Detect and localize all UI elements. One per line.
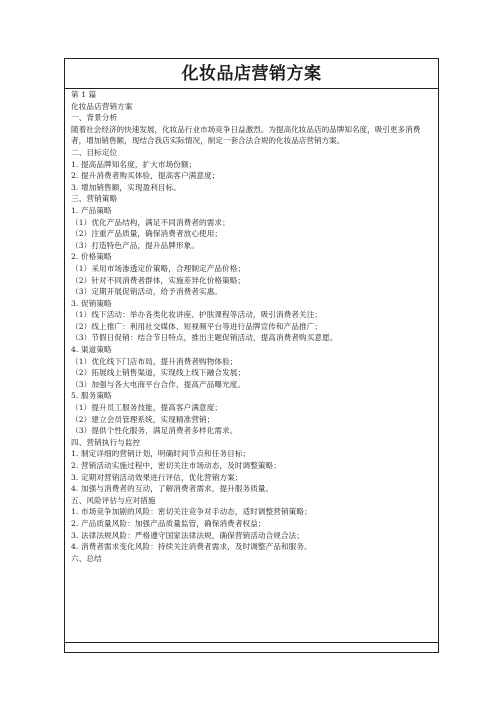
- document-body: [71, 89, 433, 564]
- text-line: 3. 促销策略: [71, 298, 112, 308]
- text-line: 一、背景分析: [71, 113, 118, 123]
- paragraph: 随着社会经济的快速发展，化妆品行业市场竞争日益激烈。为提高化妆品店的品牌知名度，吸引更多消费者，增加销售额，现结合我店实际情况，制定一套合法合规的化妆品店营销方案。: [71, 124, 421, 146]
- text-line: 1. 制定详细的营销计划，明确时间节点和任务目标；: [71, 449, 251, 459]
- text-line: （1）优化线下门店布局，提升消费者购物体验；: [71, 356, 238, 366]
- text-line: （2）注重产品质量，确保消费者放心使用；: [71, 229, 223, 239]
- text-line: （2）拓展线上销售渠道，实现线上线下融合发展；: [71, 368, 246, 378]
- text-line: 2. 提升消费者购买体验，提高客户满意度；: [71, 171, 220, 181]
- text-line: （3）加强与各大电商平台合作，提高产品曝光度。: [71, 379, 246, 389]
- text-line: 2. 价格策略: [71, 252, 112, 262]
- text-line: 六、总结: [71, 553, 102, 563]
- text-line: 4. 加强与消费者的互动，了解消费者需求，提升服务质量。: [71, 484, 274, 494]
- text-line: （1）提升员工服务技能，提高客户满意度；: [71, 403, 223, 413]
- text-line: 四、营销执行与监控: [71, 437, 141, 447]
- text-line: 4. 消费者需求变化风险：持续关注消费者需求，及时调整产品和服务。: [71, 542, 312, 552]
- text-line: 化妆品店营销方案: [71, 101, 133, 111]
- text-line: （3）提供个性化服务，满足消费者多样化需求。: [71, 426, 238, 436]
- text-line: 2. 营销活动实施过程中，密切关注市场动态，及时调整策略；: [71, 461, 281, 470]
- text-line: 2. 产品质量风险：加强产品质量监管，确保消费者权益；: [71, 518, 266, 528]
- text-line: （2）建立会员管理系统，实现精准营销；: [71, 414, 215, 424]
- text-line: 1. 产品策略: [71, 205, 112, 215]
- text-line: （3）节假日促销：结合节日特点，推出主题促销活动，提高消费者购买意愿。: [71, 333, 338, 343]
- text-line: （1）优化产品结构，满足不同消费者的需求；: [71, 217, 230, 227]
- text-line: 1. 提高品牌知名度，扩大市场份额；: [71, 159, 197, 169]
- text-line: （2）线上推广：利用社交媒体、短视频平台等进行品牌宣传和产品推广；: [71, 321, 323, 331]
- text-line: 第 1 篇: [71, 90, 97, 99]
- text-line: 1. 市场竞争加剧的风险：密切关注竞争对手动态，适时调整营销策略；: [71, 507, 312, 517]
- text-line: 二、目标定位: [71, 147, 118, 157]
- text-line: （2）针对不同消费者群体，实施差异化价格策略；: [71, 275, 246, 285]
- text-line: 3. 增加销售额，实现盈利目标。: [71, 182, 181, 192]
- text-line: （1）采用市场渗透定价策略，合理制定产品价格；: [71, 263, 246, 273]
- text-line: 3. 定期对营销活动效果进行评估，优化营销方案；: [71, 472, 243, 482]
- text-line: （3）打造特色产品，提升品牌形象。: [71, 240, 200, 250]
- last-row-divider: [64, 642, 439, 643]
- text-line: （1）线下活动：举办各类化妆讲座、护肤课程等活动，吸引消费者关注；: [71, 310, 323, 320]
- text-line: 5. 服务策略: [71, 391, 112, 401]
- text-line: 五、风险评估与应对措施: [71, 495, 156, 505]
- text-line: 3. 法律法规风险：严格遵守国家法律法规，确保营销活动合规合法；: [71, 530, 305, 540]
- text-line: （3）定期开展促销活动，给予消费者实惠。: [71, 287, 223, 297]
- text-line: 三、营销策略: [71, 194, 118, 204]
- text-line: 4. 渠道策略: [71, 345, 112, 355]
- document-title: 化妆品店营销方案: [181, 64, 322, 84]
